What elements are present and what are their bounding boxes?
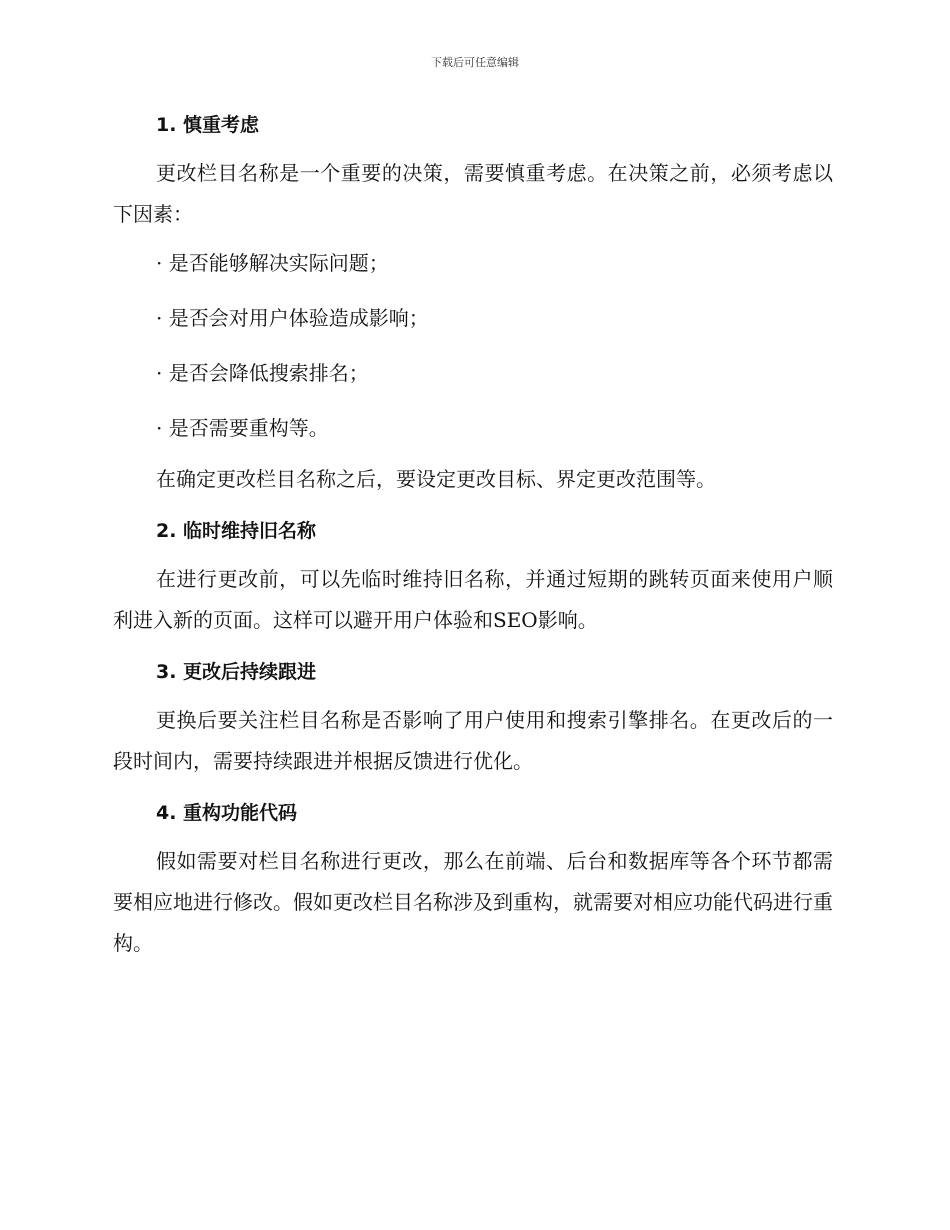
section-heading-4: 4. 重构功能代码 (156, 802, 298, 824)
document-body (113, 110, 833, 964)
section-heading-2: 2. 临时维持旧名称 (156, 520, 317, 542)
section-3-body: 更换后要关注栏目名称是否影响了用户使用和搜索引擎排名。在更改后的一段时间内，需要持续跟进并根据反馈进行优化。 (113, 708, 833, 773)
bullet-item: · 是否会对用户体验造成影响； (156, 306, 429, 330)
bullet-item: · 是否能够解决实际问题； (156, 251, 389, 275)
header-note: 下载后可任意编辑 (431, 56, 519, 69)
bullet-item: · 是否会降低搜索排名； (156, 361, 369, 385)
section-1-intro: 更改栏目名称是一个重要的决策，需要慎重考虑。在决策之前，必须考虑以下因素： (113, 161, 833, 226)
section-1-closing: 在确定更改栏目名称之后，要设定更改目标、界定更改范围等。 (156, 467, 716, 491)
section-heading-1: 1. 慎重考虑 (156, 114, 260, 136)
section-2-body: 在进行更改前，可以先临时维持旧名称，并通过短期的跳转页面来使用户顺利进入新的页面。这样可以避开用户体验和SEO影响。 (113, 567, 833, 632)
section-heading-3: 3. 更改后持续跟进 (156, 661, 317, 683)
section-4-body: 假如需要对栏目名称进行更改，那么在前端、后台和数据库等各个环节都需要相应地进行修改。假如更改栏目名称涉及到重构，就需要对相应功能代码进行重构。 (113, 849, 833, 955)
bullet-item: · 是否需要重构等。 (156, 416, 329, 440)
